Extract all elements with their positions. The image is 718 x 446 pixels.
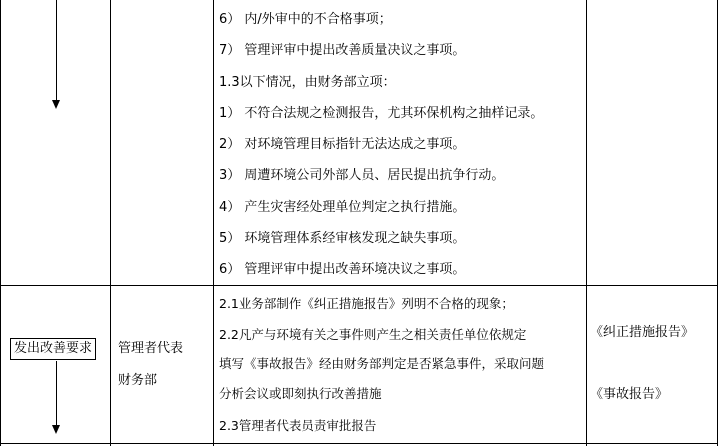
responsible-party: 财务部 bbox=[118, 373, 158, 388]
list-item: 5） 环境管理体系经审核发现之缺失事项。 bbox=[219, 231, 466, 246]
responsible-party: 管理者代表 bbox=[118, 341, 184, 356]
list-item: 6） 管理评审中提出改善环境决议之事项。 bbox=[219, 262, 466, 277]
column-divider-1 bbox=[110, 0, 111, 446]
column-divider-3 bbox=[586, 0, 587, 446]
list-item: 7） 管理评审中提出改善质量决议之事项。 bbox=[219, 43, 466, 58]
detail-line: 填写《事故报告》经由财务部判定是否紧急事件，采取问题 bbox=[219, 356, 545, 371]
flow-arrow-shaft-upper bbox=[56, 0, 57, 100]
list-item: 4） 产生灾害经处理单位判定之执行措施。 bbox=[219, 200, 466, 215]
table-border-left bbox=[0, 0, 1, 446]
detail-line: 2.3管理者代表员责审批报告 bbox=[219, 418, 377, 433]
list-item: 2） 对环境管理目标指针无法达成之事项。 bbox=[219, 137, 466, 152]
record-form: 《纠正措施报告》 bbox=[590, 325, 695, 340]
detail-line: 2.1业务部制作《纠正措施报告》列明不合格的现象； bbox=[219, 296, 514, 311]
record-form: 《事故报告》 bbox=[590, 387, 669, 402]
flow-arrow-head-upper bbox=[52, 100, 60, 109]
column-divider-2 bbox=[213, 0, 214, 446]
flow-arrow-head-lower bbox=[52, 425, 60, 434]
row-divider bbox=[0, 285, 718, 286]
flow-arrow-shaft-lower bbox=[56, 361, 57, 425]
list-item: 3） 周遭环境公司外部人员、居民提出抗争行动。 bbox=[219, 168, 505, 183]
detail-line: 2.2凡产与环境有关之事件则产生之相关责任单位依规定 bbox=[219, 327, 527, 342]
detail-line: 分析会议或即刻执行改善措施 bbox=[219, 386, 382, 401]
list-item: 6） 内/外审中的不合格事项； bbox=[219, 12, 392, 27]
list-item: 1.3以下情况，由财务部立项： bbox=[219, 75, 396, 90]
flow-step-box: 发出改善要求 bbox=[10, 338, 96, 360]
table-border-bottom bbox=[0, 443, 718, 444]
list-item: 1） 不符合法规之检测报告，尤其环保机构之抽样记录。 bbox=[219, 106, 544, 121]
